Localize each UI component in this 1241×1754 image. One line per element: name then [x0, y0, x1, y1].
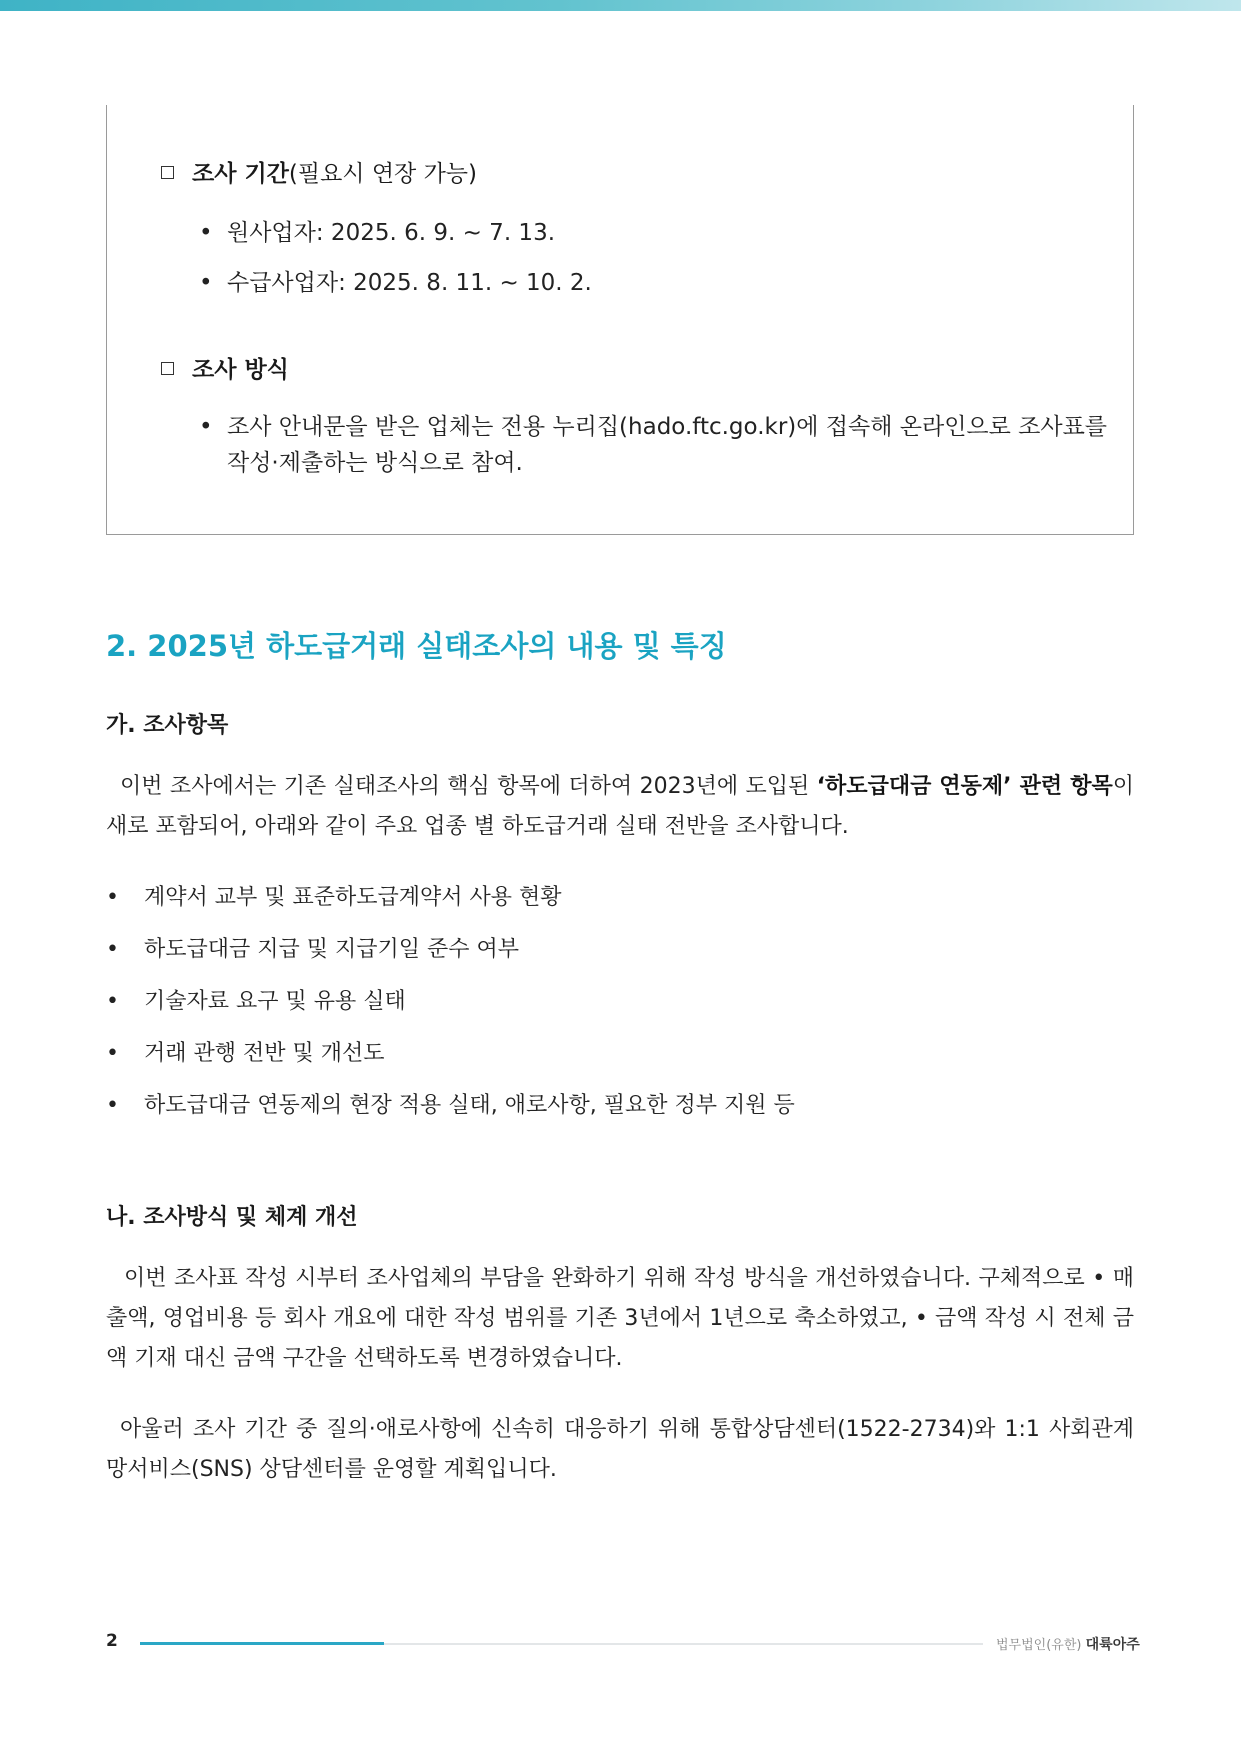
method-heading: 조사 방식 [161, 351, 289, 384]
method-item: • 조사 안내문을 받은 업체는 전용 누리집(hado.ftc.go.kr)에 접속해 온라인으로 조사표를 작성·제출하는 방식으로 참여. [227, 409, 1107, 481]
survey-items-list [106, 878, 795, 1138]
list-item: • 계약서 교부 및 표준하도급계약서 사용 현황 [106, 878, 795, 930]
highlight-text: ‘하도급대금 연동제’ 관련 항목 [816, 774, 1113, 799]
bullet-icon: • [106, 989, 119, 1014]
subsection-b-title: 나. 조사방식 및 체계 개선 [106, 1205, 358, 1230]
checkbox-square-icon [161, 362, 174, 375]
brand-name: 대륙아주 [1085, 1637, 1140, 1653]
bullet-icon: • [106, 1093, 119, 1118]
bullet-icon: • [199, 270, 213, 296]
brand-prefix: 법무법인(유한) [996, 1638, 1082, 1653]
period-heading: 조사 기간(필요시 연장 가능) [161, 155, 477, 188]
bullet-icon: • [106, 885, 119, 910]
footer-divider-accent [140, 1642, 384, 1645]
period-note: (필요시 연장 가능) [288, 161, 477, 187]
section-title: 2. 2025년 하도급거래 실태조사의 내용 및 특징 [106, 629, 727, 663]
list-item: • 하도급대금 연동제의 현장 적용 실태, 애로사항, 필요한 정부 지원 등 [106, 1086, 795, 1138]
period-item: • 수급사업자: 2025. 8. 11. ~ 10. 2. [227, 265, 592, 301]
checkbox-square-icon [161, 166, 174, 179]
top-accent-bar [0, 0, 1241, 11]
list-item: • 거래 관행 전반 및 개선도 [106, 1034, 795, 1086]
list-item: • 하도급대금 지급 및 지급기일 준수 여부 [106, 930, 795, 982]
paragraph-a: 이번 조사에서는 기존 실태조사의 핵심 항목에 더하여 2023년에 도입된 ‘하도급대금 연동제’ 관련 항목이 새로 포함되어, 아래와 같이 주요 업종 별 하도급거래 실태 전반을 조사합니다. [106, 774, 1135, 839]
list-item: • 기술자료 요구 및 유용 실태 [106, 982, 795, 1034]
period-item: • 원사업자: 2025. 6. 9. ~ 7. 13. [227, 215, 555, 251]
paragraph-b2: 아울러 조사 기간 중 질의·애로사항에 신속히 대응하기 위해 통합상담센터(1522-2734)와 1:1 사회관계망서비스(SNS) 상담센터를 운영할 계획입니다. [106, 1417, 1134, 1482]
bullet-icon: • [199, 414, 213, 440]
survey-info-box [106, 105, 1134, 535]
page-number: 2 [106, 1631, 118, 1651]
bullet-icon: • [106, 1041, 119, 1066]
bullet-icon: • [199, 220, 213, 246]
subsection-a-title: 가. 조사항목 [106, 713, 229, 738]
footer-brand [996, 1634, 1140, 1654]
bullet-icon: • [106, 937, 119, 962]
paragraph-b1: 이번 조사표 작성 시부터 조사업체의 부담을 완화하기 위해 작성 방식을 개선하였습니다. 구체적으로 • 매출액, 영업비용 등 회사 개요에 대한 작성 범위를 기존 3년에서 1년으로 축소하였고, • 금액 작성 시 전체 금액 기재 대신 금액 구간을 선택하도록 변경하였습니다. [106, 1266, 1134, 1371]
